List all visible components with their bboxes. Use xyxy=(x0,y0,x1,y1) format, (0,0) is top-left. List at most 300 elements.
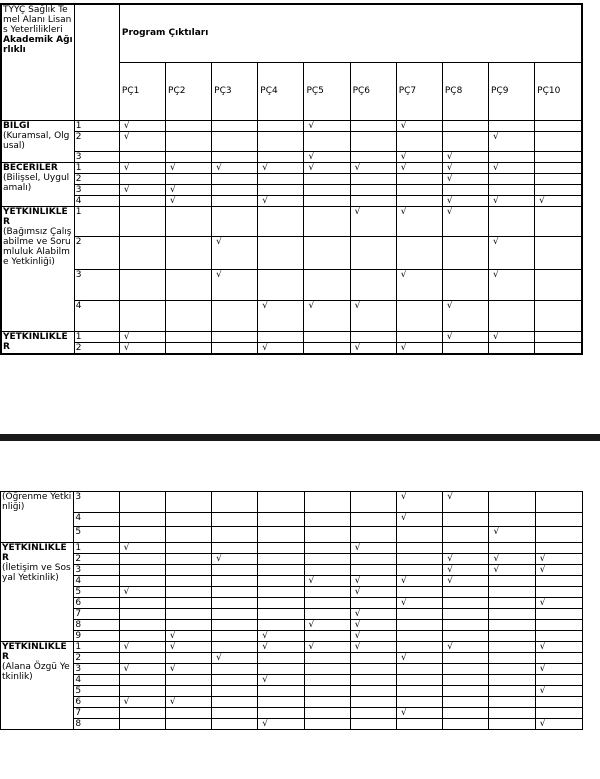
mark-cell xyxy=(396,151,442,162)
mark-cell xyxy=(535,120,582,131)
mark-cell xyxy=(212,576,258,587)
mark-cell xyxy=(258,492,304,513)
row-number xyxy=(74,675,119,686)
column-label: PÇ10 xyxy=(537,86,561,96)
mark-cell xyxy=(304,184,350,195)
mark-cell xyxy=(535,206,582,236)
check-mark: √ xyxy=(308,620,315,630)
mark-cell xyxy=(258,664,304,675)
mark-cell xyxy=(212,513,258,527)
mark-cell xyxy=(397,708,443,719)
mark-cell xyxy=(535,492,582,513)
mark-cell xyxy=(489,195,535,206)
mark-cell xyxy=(165,565,211,576)
mark-cell xyxy=(442,173,488,184)
check-mark: √ xyxy=(216,236,222,247)
mark-cell xyxy=(535,565,582,576)
mark-cell xyxy=(443,492,489,513)
check-mark: √ xyxy=(493,131,499,142)
mark-cell xyxy=(258,686,304,697)
mark-cell xyxy=(350,576,396,587)
check-mark: √ xyxy=(216,162,222,173)
mark-cell xyxy=(119,151,165,162)
mark-cell xyxy=(166,342,212,354)
mark-cell xyxy=(212,554,258,565)
check-mark: √ xyxy=(170,162,176,173)
mark-cell xyxy=(258,184,304,195)
check-mark: √ xyxy=(216,554,222,564)
mark-cell xyxy=(535,513,582,527)
mark-cell xyxy=(258,342,304,354)
mark-cell xyxy=(165,642,211,653)
mark-cell xyxy=(258,598,304,609)
row-number xyxy=(74,162,119,173)
mark-cell xyxy=(397,492,443,513)
check-mark: √ xyxy=(539,719,546,729)
check-mark: √ xyxy=(123,664,130,674)
table-row xyxy=(1,162,582,173)
mark-cell xyxy=(397,576,443,587)
mark-cell xyxy=(350,206,396,236)
table-row xyxy=(1,269,582,300)
check-mark: √ xyxy=(262,342,269,353)
check-mark: √ xyxy=(401,708,407,718)
mark-cell xyxy=(535,686,582,697)
mark-cell xyxy=(304,236,350,269)
mark-cell xyxy=(166,269,212,300)
mark-cell xyxy=(489,675,535,686)
row-number-label: 4 xyxy=(75,300,82,311)
mark-cell xyxy=(212,587,258,598)
mark-cell xyxy=(258,151,304,162)
mark-cell xyxy=(119,331,165,342)
mark-cell xyxy=(535,331,582,342)
mark-cell xyxy=(397,697,443,708)
mark-cell xyxy=(212,609,258,620)
mark-cell xyxy=(165,664,211,675)
mark-cell xyxy=(535,527,582,543)
mark-cell xyxy=(535,195,582,206)
mark-cell xyxy=(166,120,212,131)
check-mark: √ xyxy=(539,664,546,674)
table-row xyxy=(1,342,582,354)
mark-cell xyxy=(350,719,396,730)
mark-cell xyxy=(212,131,258,151)
mark-cell xyxy=(397,675,443,686)
mark-cell xyxy=(165,631,211,642)
category-cell xyxy=(1,331,74,354)
check-mark: √ xyxy=(308,642,315,652)
table-row xyxy=(1,664,583,675)
mark-cell xyxy=(396,195,442,206)
mark-cell xyxy=(397,631,443,642)
row-number-label: 7 xyxy=(75,609,82,619)
mark-cell xyxy=(212,565,258,576)
column-label: PÇ5 xyxy=(306,86,324,96)
mark-cell xyxy=(350,587,396,598)
check-mark: √ xyxy=(262,162,269,173)
mark-cell xyxy=(489,236,535,269)
row-number xyxy=(74,184,119,195)
table-row xyxy=(1,576,583,587)
row-number-label: 2 xyxy=(75,653,82,663)
mark-cell xyxy=(258,554,304,565)
mark-cell xyxy=(304,151,350,162)
mark-cell xyxy=(535,642,582,653)
mark-cell xyxy=(489,664,535,675)
row-number-label: 8 xyxy=(75,719,82,729)
check-mark: √ xyxy=(400,342,407,353)
category-cell xyxy=(1,492,74,543)
row-number-label: 3 xyxy=(75,664,82,674)
mark-cell xyxy=(535,631,582,642)
row-number-label: 8 xyxy=(75,620,82,630)
mark-cell xyxy=(304,162,350,173)
mark-cell xyxy=(304,653,350,664)
mark-cell xyxy=(350,162,396,173)
mark-cell xyxy=(489,598,535,609)
check-mark: √ xyxy=(123,184,130,195)
check-mark: √ xyxy=(539,598,546,608)
header-row-title xyxy=(1,4,582,62)
mark-cell xyxy=(397,642,443,653)
mark-cell xyxy=(397,609,443,620)
category-cell xyxy=(1,543,74,642)
mark-cell xyxy=(258,195,304,206)
mark-cell xyxy=(396,269,442,300)
mark-cell xyxy=(258,697,304,708)
mark-cell xyxy=(350,642,396,653)
mark-cell xyxy=(258,206,304,236)
mark-cell xyxy=(304,576,350,587)
table-row xyxy=(1,120,582,131)
row-number-label: 5 xyxy=(75,686,82,696)
mark-cell xyxy=(258,642,304,653)
mark-cell xyxy=(350,131,396,151)
mark-cell xyxy=(119,675,165,686)
mark-cell xyxy=(350,195,396,206)
check-mark: √ xyxy=(447,576,453,586)
mark-cell xyxy=(350,598,396,609)
table-row xyxy=(1,554,583,565)
column-header xyxy=(119,62,165,120)
mark-cell xyxy=(442,195,488,206)
mark-cell xyxy=(165,653,211,664)
mark-cell xyxy=(350,554,396,565)
category-title: YETKİNLİKLER xyxy=(3,206,68,227)
mark-cell xyxy=(304,120,350,131)
mark-cell xyxy=(489,527,535,543)
mark-cell xyxy=(443,642,489,653)
mark-cell xyxy=(119,492,165,513)
row-number xyxy=(74,331,119,342)
mark-cell xyxy=(350,236,396,269)
mark-cell xyxy=(165,492,211,513)
mark-cell xyxy=(212,184,258,195)
mark-cell xyxy=(442,236,488,269)
mark-cell xyxy=(119,513,165,527)
check-mark: √ xyxy=(401,492,407,502)
mark-cell xyxy=(212,120,258,131)
check-mark: √ xyxy=(539,195,545,206)
row-number xyxy=(74,151,119,162)
mark-cell xyxy=(535,173,582,184)
mark-cell xyxy=(443,686,489,697)
row-number xyxy=(74,300,119,331)
mark-cell xyxy=(535,554,582,565)
mark-cell xyxy=(443,554,489,565)
mark-cell xyxy=(258,236,304,269)
column-label: PÇ3 xyxy=(214,86,232,96)
category-subtitle: (İletişim ve Sosyal Yetkinlik) xyxy=(2,563,71,583)
row-number xyxy=(74,120,119,131)
column-label: PÇ9 xyxy=(491,86,509,96)
mark-cell xyxy=(350,184,396,195)
mark-cell xyxy=(350,527,396,543)
category-title: BECERİLER xyxy=(3,162,58,173)
header-blank xyxy=(74,4,119,120)
check-mark: √ xyxy=(400,120,407,131)
column-header xyxy=(166,62,212,120)
mark-cell xyxy=(397,554,443,565)
mark-cell xyxy=(535,162,582,173)
mark-cell xyxy=(350,565,396,576)
mark-cell xyxy=(165,598,211,609)
mark-cell xyxy=(212,598,258,609)
mark-cell xyxy=(443,527,489,543)
mark-cell xyxy=(489,492,535,513)
mark-cell xyxy=(212,492,258,513)
mark-cell xyxy=(165,527,211,543)
mark-cell xyxy=(304,609,350,620)
table-row xyxy=(1,492,583,513)
mark-cell xyxy=(489,708,535,719)
table-row xyxy=(1,631,583,642)
mark-cell xyxy=(304,675,350,686)
mark-cell xyxy=(443,708,489,719)
mark-cell xyxy=(396,162,442,173)
mark-cell xyxy=(119,664,165,675)
check-mark: √ xyxy=(447,642,453,652)
column-label: PÇ6 xyxy=(352,86,371,96)
mark-cell xyxy=(166,162,212,173)
mark-cell xyxy=(535,300,582,331)
table-row xyxy=(1,719,583,730)
mark-cell xyxy=(166,184,212,195)
mark-cell xyxy=(165,513,211,527)
column-header xyxy=(396,62,442,120)
mark-cell xyxy=(489,131,535,151)
mark-cell xyxy=(304,631,350,642)
mark-cell xyxy=(397,527,443,543)
mark-cell xyxy=(489,543,535,554)
check-mark: √ xyxy=(493,236,499,247)
mark-cell xyxy=(535,653,582,664)
mark-cell xyxy=(396,236,442,269)
mark-cell xyxy=(442,120,488,131)
mark-cell xyxy=(304,527,350,543)
mark-cell xyxy=(350,609,396,620)
mark-cell xyxy=(535,708,582,719)
mark-cell xyxy=(535,620,582,631)
mark-cell xyxy=(489,686,535,697)
mark-cell xyxy=(396,206,442,236)
mark-cell xyxy=(535,236,582,269)
mark-cell xyxy=(258,708,304,719)
mark-cell xyxy=(350,342,396,354)
mark-cell xyxy=(258,173,304,184)
row-number-label: 1 xyxy=(75,162,82,173)
table-row xyxy=(1,173,582,184)
mark-cell xyxy=(258,269,304,300)
mark-cell xyxy=(489,609,535,620)
mark-cell xyxy=(119,543,165,554)
mark-cell xyxy=(212,697,258,708)
category-title: YETKİNLİKLER xyxy=(3,331,68,352)
mark-cell xyxy=(119,565,165,576)
row-number xyxy=(74,492,119,513)
akademik-heading: Akademik Ağırlıklı xyxy=(3,35,73,55)
check-mark: √ xyxy=(123,642,130,652)
mark-cell xyxy=(258,331,304,342)
column-header xyxy=(258,62,304,120)
mark-cell xyxy=(119,609,165,620)
mark-cell xyxy=(119,631,165,642)
check-mark: √ xyxy=(493,565,500,575)
mark-cell xyxy=(165,686,211,697)
row-number-label: 1 xyxy=(75,642,82,652)
mark-cell xyxy=(119,120,165,131)
check-mark: √ xyxy=(354,206,361,217)
mark-cell xyxy=(119,342,165,354)
mark-cell xyxy=(350,653,396,664)
table-row xyxy=(1,184,582,195)
mark-cell xyxy=(258,653,304,664)
row-number xyxy=(74,697,119,708)
mark-cell xyxy=(166,151,212,162)
table-row xyxy=(1,331,582,342)
category-cell xyxy=(1,120,74,162)
mark-cell xyxy=(166,300,212,331)
mark-cell xyxy=(119,184,165,195)
mark-cell xyxy=(489,184,535,195)
check-mark: √ xyxy=(169,664,176,674)
mark-cell xyxy=(443,609,489,620)
mark-cell xyxy=(489,631,535,642)
mark-cell xyxy=(258,300,304,331)
mark-cell xyxy=(258,675,304,686)
category-subtitle: (Öğrenme Yetkinliği) xyxy=(2,492,72,512)
mark-cell xyxy=(258,631,304,642)
mark-cell xyxy=(304,697,350,708)
row-number-label: 4 xyxy=(75,576,82,586)
mark-cell xyxy=(119,708,165,719)
mark-cell xyxy=(535,598,582,609)
check-mark: √ xyxy=(170,195,176,206)
row-number xyxy=(74,719,119,730)
mark-cell xyxy=(443,513,489,527)
check-mark: √ xyxy=(262,719,269,729)
check-mark: √ xyxy=(123,331,130,342)
mark-cell xyxy=(442,269,488,300)
table-row xyxy=(1,598,583,609)
mark-cell xyxy=(443,576,489,587)
mark-cell xyxy=(165,620,211,631)
mark-cell xyxy=(396,120,442,131)
mark-cell xyxy=(212,206,258,236)
row-number xyxy=(74,269,119,300)
check-mark: √ xyxy=(447,565,453,575)
mark-cell xyxy=(258,719,304,730)
column-label: PÇ8 xyxy=(444,86,463,96)
table-row xyxy=(1,686,583,697)
mark-cell xyxy=(212,162,258,173)
row-number-label: 2 xyxy=(75,554,82,564)
mark-cell xyxy=(304,206,350,236)
check-mark: √ xyxy=(262,300,269,311)
table-row xyxy=(1,131,582,151)
mark-cell xyxy=(535,675,582,686)
mark-cell xyxy=(304,642,350,653)
mark-cell xyxy=(258,609,304,620)
mark-cell xyxy=(119,587,165,598)
mark-cell xyxy=(304,131,350,151)
mark-cell xyxy=(212,269,258,300)
table-row xyxy=(1,236,582,269)
column-header xyxy=(535,62,582,120)
check-mark: √ xyxy=(262,631,269,641)
mark-cell xyxy=(119,554,165,565)
check-mark: √ xyxy=(446,162,453,173)
mark-cell xyxy=(442,342,488,354)
check-mark: √ xyxy=(446,331,453,342)
check-mark: √ xyxy=(446,173,453,184)
mark-cell xyxy=(397,664,443,675)
check-mark: √ xyxy=(401,513,407,523)
row-number xyxy=(74,664,119,675)
mark-cell xyxy=(397,513,443,527)
table-row xyxy=(1,195,582,206)
row-number-label: 1 xyxy=(75,120,82,131)
column-header xyxy=(304,62,350,120)
check-mark: √ xyxy=(539,565,546,575)
column-label: PÇ7 xyxy=(398,86,417,96)
check-mark: √ xyxy=(262,675,269,685)
mark-cell xyxy=(535,184,582,195)
mark-cell xyxy=(258,527,304,543)
mark-cell xyxy=(350,513,396,527)
mark-cell xyxy=(166,236,212,269)
table-row xyxy=(1,527,583,543)
mark-cell xyxy=(165,587,211,598)
mark-cell xyxy=(119,195,165,206)
mark-cell xyxy=(166,173,212,184)
mark-cell xyxy=(212,631,258,642)
column-header xyxy=(489,62,535,120)
program-outputs-title: Program Çıktıları xyxy=(121,28,209,39)
mark-cell xyxy=(535,269,582,300)
mark-cell xyxy=(350,620,396,631)
table-row xyxy=(1,708,583,719)
mark-cell xyxy=(258,565,304,576)
check-mark: √ xyxy=(123,587,130,597)
row-number xyxy=(74,527,119,543)
mark-cell xyxy=(258,131,304,151)
row-number xyxy=(74,131,119,151)
check-mark: √ xyxy=(401,576,407,586)
mark-cell xyxy=(350,173,396,184)
mark-cell xyxy=(397,653,443,664)
